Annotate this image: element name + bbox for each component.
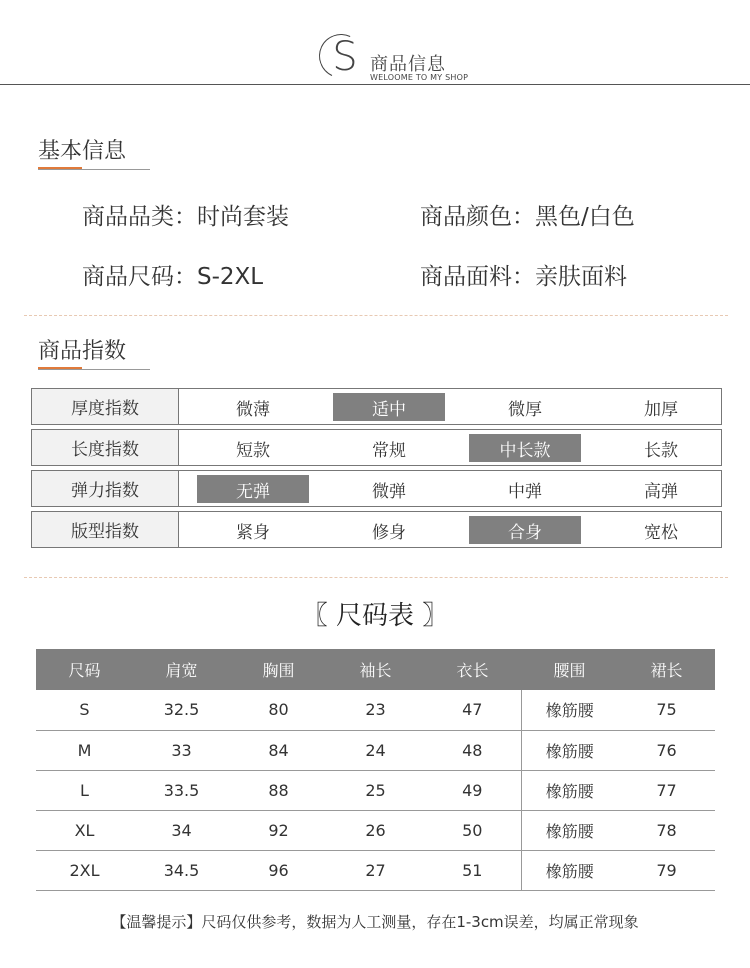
index-row (31, 388, 722, 425)
table-cell: 75 (618, 690, 715, 730)
table-row (36, 770, 715, 810)
section-divider (24, 315, 728, 316)
info-label: 商品品类： (82, 204, 197, 230)
index-option: 修身 (372, 522, 406, 543)
index-options (179, 471, 721, 506)
table-cell: 34 (133, 810, 230, 850)
table-row (36, 810, 715, 850)
index-option-selected: 适中 (333, 393, 445, 421)
size-col-header: 尺码 (36, 649, 133, 690)
table-row (36, 690, 715, 730)
table-cell: 34.5 (133, 850, 230, 890)
index-label: 弹力指数 (32, 471, 179, 506)
index-option: 中弹 (508, 481, 542, 502)
index-option: 宽松 (644, 522, 678, 543)
basic-info-underline (38, 169, 150, 170)
info-value: 黑色/白色 (535, 204, 635, 230)
table-cell: 77 (618, 770, 715, 810)
table-cell: 76 (618, 730, 715, 770)
table-cell: 23 (327, 690, 424, 730)
table-cell: 84 (230, 730, 327, 770)
index-options (179, 389, 721, 424)
size-table-header (36, 649, 715, 690)
index-option: 高弹 (644, 481, 678, 502)
index-heading: 商品指数 (38, 339, 127, 364)
table-cell: 80 (230, 690, 327, 730)
table-cell: 26 (327, 810, 424, 850)
size-col-header: 裙长 (618, 649, 715, 690)
index-accent (38, 367, 82, 369)
index-option: 加厚 (644, 399, 678, 420)
table-cell: 25 (327, 770, 424, 810)
info-fabric (420, 258, 627, 291)
table-cell: 橡筋腰 (521, 730, 618, 770)
index-options (179, 430, 721, 465)
info-label: 商品颜色： (420, 204, 535, 230)
size-table-title: 〖 尺码表 〗 (301, 601, 449, 631)
index-options (179, 512, 721, 547)
table-cell: 96 (230, 850, 327, 890)
table-cell: 88 (230, 770, 327, 810)
table-cell: 33.5 (133, 770, 230, 810)
index-option: 长款 (644, 440, 678, 461)
info-category (82, 198, 289, 231)
size-table (36, 649, 715, 891)
size-col-header: 衣长 (424, 649, 521, 690)
table-cell: 27 (327, 850, 424, 890)
index-option: 短款 (236, 440, 270, 461)
table-cell: 33 (133, 730, 230, 770)
table-cell: 橡筋腰 (521, 690, 618, 730)
info-value: 时尚套装 (197, 204, 289, 230)
info-color (420, 198, 635, 231)
index-row (31, 429, 722, 466)
table-row (36, 730, 715, 770)
table-cell: 78 (618, 810, 715, 850)
table-cell: 47 (424, 690, 521, 730)
basic-info-accent (38, 167, 82, 169)
index-row (31, 470, 722, 507)
index-label: 长度指数 (32, 430, 179, 465)
table-cell: 2XL (36, 850, 133, 890)
index-option-selected: 无弹 (197, 475, 309, 503)
table-cell: S (36, 690, 133, 730)
index-option: 紧身 (236, 522, 270, 543)
info-label: 商品面料： (420, 264, 535, 290)
index-option: 常规 (372, 440, 406, 461)
table-cell: 橡筋腰 (521, 850, 618, 890)
size-col-header: 胸围 (230, 649, 327, 690)
header-divider (0, 84, 750, 85)
section-divider (24, 577, 728, 578)
logo-letter: S (332, 34, 358, 80)
table-cell: 32.5 (133, 690, 230, 730)
table-cell: 橡筋腰 (521, 810, 618, 850)
table-cell: 50 (424, 810, 521, 850)
table-cell: 24 (327, 730, 424, 770)
size-note: 【温馨提示】尺码仅供参考，数据为人工测量，存在1-3cm误差，均属正常现象 (111, 913, 639, 931)
index-option-selected: 中长款 (469, 434, 581, 462)
info-label: 商品尺码： (82, 264, 197, 290)
info-value: 亲肤面料 (535, 264, 627, 290)
basic-info-heading: 基本信息 (38, 139, 127, 164)
table-cell: 49 (424, 770, 521, 810)
table-cell: 92 (230, 810, 327, 850)
table-cell: 51 (424, 850, 521, 890)
index-underline (38, 369, 150, 370)
header-subtitle: WELOOME TO MY SHOP (370, 73, 469, 82)
index-option: 微厚 (508, 399, 542, 420)
table-cell: M (36, 730, 133, 770)
size-col-header: 袖长 (327, 649, 424, 690)
index-option-selected: 合身 (469, 516, 581, 544)
table-row (36, 850, 715, 890)
size-col-header: 腰围 (521, 649, 618, 690)
table-cell: L (36, 770, 133, 810)
header-title: 商品信息 (370, 54, 446, 75)
table-cell: 橡筋腰 (521, 770, 618, 810)
info-value: S-2XL (197, 264, 264, 290)
index-option: 微弹 (372, 481, 406, 502)
size-col-header: 肩宽 (133, 649, 230, 690)
info-size (82, 258, 263, 291)
index-option: 微薄 (236, 399, 270, 420)
table-cell: XL (36, 810, 133, 850)
index-label: 厚度指数 (32, 389, 179, 424)
table-cell: 79 (618, 850, 715, 890)
table-cell: 48 (424, 730, 521, 770)
index-label: 版型指数 (32, 512, 179, 547)
index-row (31, 511, 722, 548)
